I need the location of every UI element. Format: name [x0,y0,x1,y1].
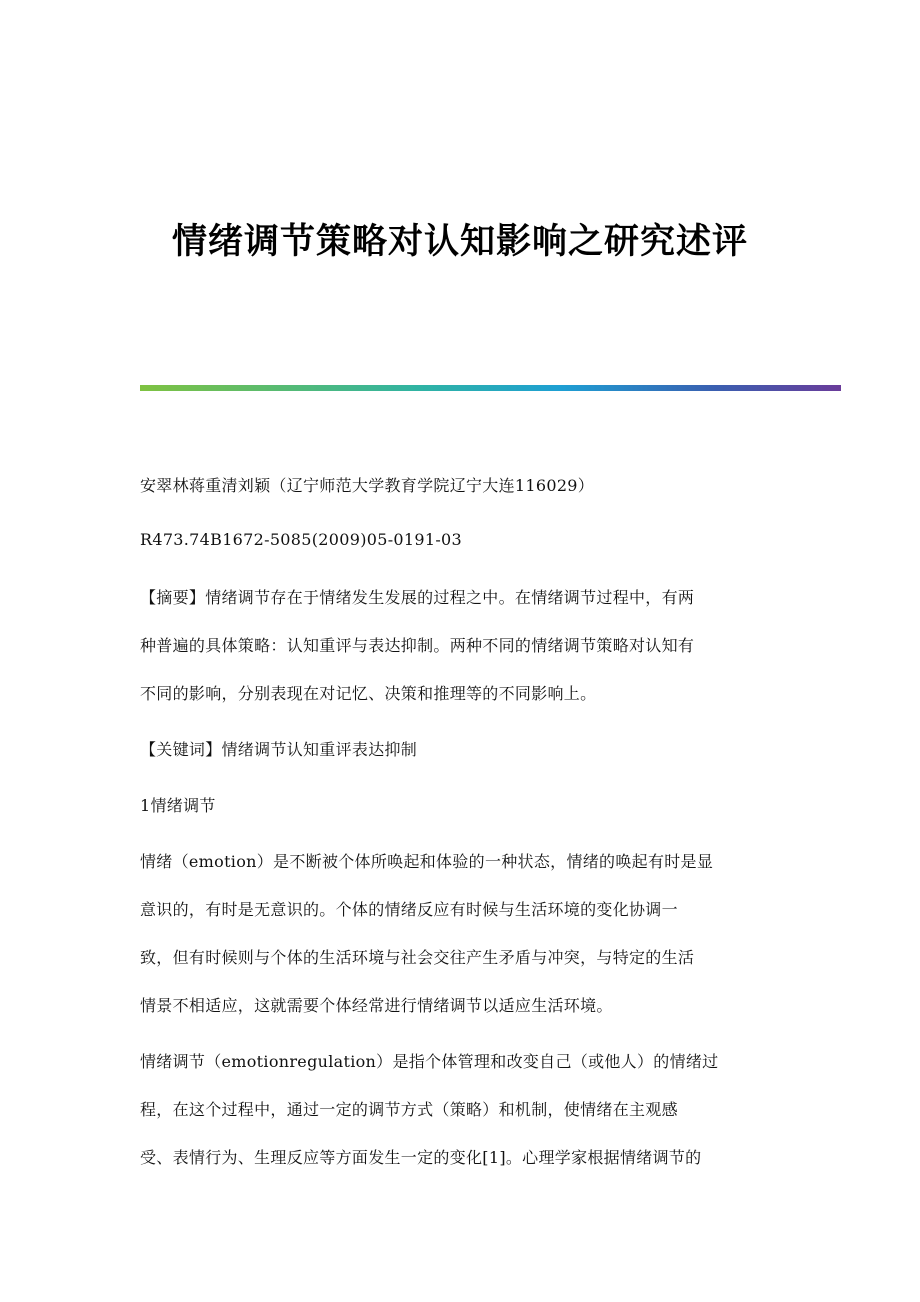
paragraph-line: 程，在这个过程中，通过一定的调节方式（策略）和机制，使情绪在主观感 [140,1100,678,1119]
abstract-line: 【摘要】情绪调节存在于情绪发生发展的过程之中。在情绪调节过程中，有两 [140,588,695,607]
abstract-line: 种普遍的具体策略：认知重评与表达抑制。两种不同的情绪调节策略对认知有 [140,636,695,655]
keywords-line: 【关键词】情绪调节认知重评表达抑制 [140,740,418,759]
abstract-line: 不同的影响，分别表现在对记忆、决策和推理等的不同影响上。 [140,684,597,703]
paragraph-line: 情绪（emotion）是不断被个体所唤起和体验的一种状态，情绪的唤起有时是显 [140,852,714,871]
author-line: 安翠林蒋重清刘颖（辽宁师范大学教育学院辽宁大连116029） [140,476,595,495]
title-divider [140,385,841,391]
paragraph-line: 意识的，有时是无意识的。个体的情绪反应有时候与生活环境的变化协调一 [140,900,678,919]
classification-line: R473.74B1672-5085(2009)05-0191-03 [140,530,462,549]
paragraph-line: 致，但有时候则与个体的生活环境与社会交往产生矛盾与冲突，与特定的生活 [140,948,695,967]
document-title: 情绪调节策略对认知影响之研究述评 [171,221,748,262]
section-heading: 1情绪调节 [140,796,216,815]
paragraph-line: 情绪调节（emotionregulation）是指个体管理和改变自己（或他人）的情绪过 [140,1052,719,1071]
paragraph-line: 情景不相适应，这就需要个体经常进行情绪调节以适应生活环境。 [140,996,613,1015]
paragraph-line: 受、表情行为、生理反应等方面发生一定的变化[1]。心理学家根据情绪调节的 [140,1148,702,1167]
